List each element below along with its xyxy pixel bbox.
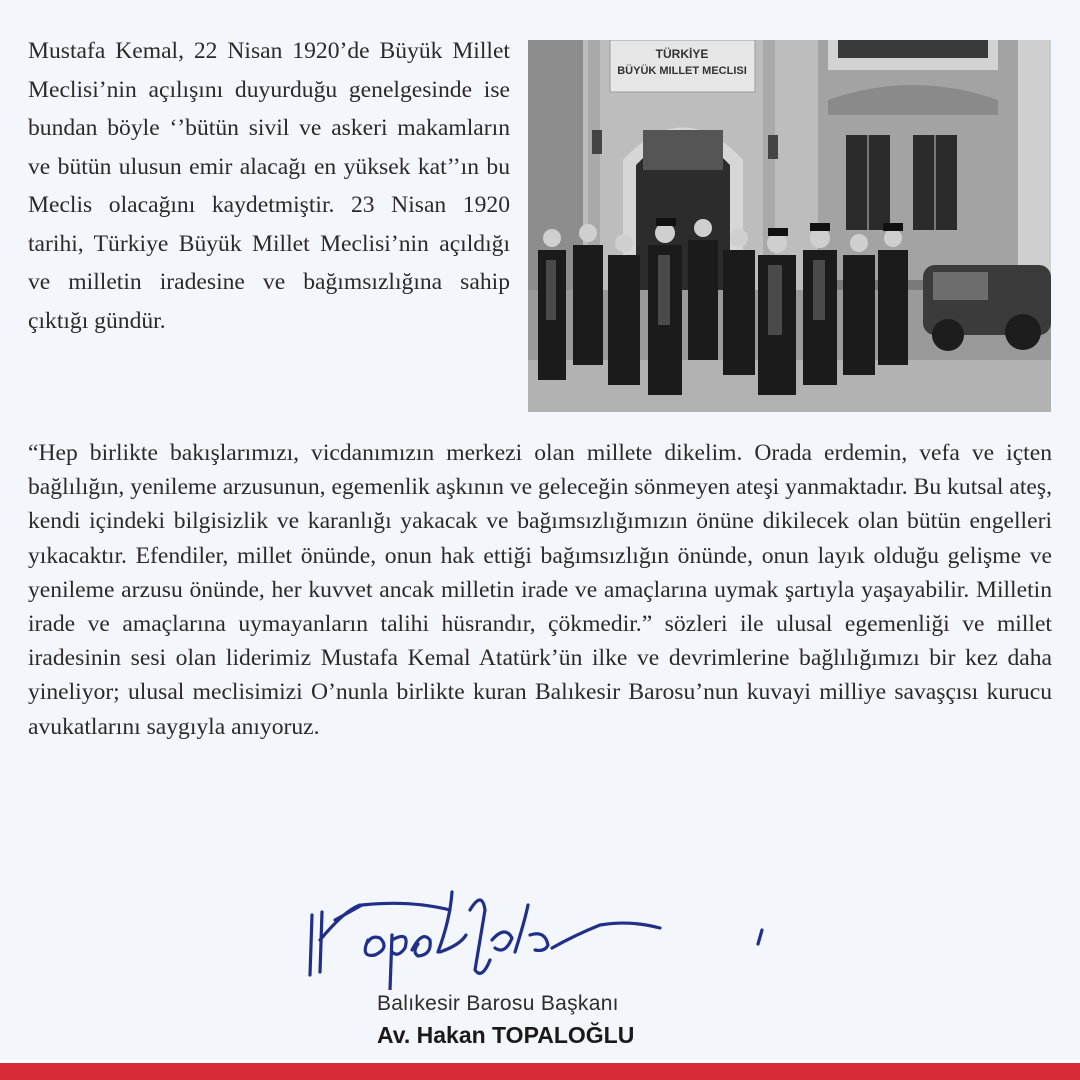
signatory-name: Av. Hakan TOPALOĞLU	[377, 1022, 635, 1048]
handwritten-signature	[300, 880, 780, 990]
bottom-red-stripe	[0, 1063, 1080, 1080]
intro-paragraph: Mustafa Kemal, 22 Nisan 1920’de Büyük Millet Meclisi’nin açılışını duyurduğu genelgesinde ise bundan böyle ‘’bütün sivil ve askeri makamların ve bütün ulusun emir alacağı en yüksek kat’’ın bu Meclis olacağını kaydetmiştir. 23 Nisan 1920 tarihi, Türkiye Büyük Millet Meclisi’nin açıldığı ve milletin iradesine ve bağımsızlığına sahip çıktığı gündür.	[28, 38, 510, 334]
sign-line-2: BÜYÜK MILLET MECLISI	[617, 65, 747, 77]
historical-photo	[528, 40, 1051, 412]
signatory-title: Balıkesir Barosu Başkanı	[377, 992, 619, 1015]
sign-line-1: TÜRKİYE	[655, 47, 709, 61]
body-paragraph: “Hep birlikte bakışlarımızı, vicdanımızın merkezi olan millete dikelim. Orada erdemin, vefa ve içten bağlılığın, yenileme arzusunun, egemenlik aşkının ve geleceğin sönmeyen ateşi yanmaktadır. Bu kutsal ateş, kendi içindeki bilgisizlik ve karanlığı yakacak ve bağımsızlığımızın önüne dikilecek olan bütün engelleri yıkacaktır. Efendiler, millet önünde, onun hak ettiği bağımsızlığın önünde, onun layık olduğu gelişme ve yenileme arzusu önünde, her kuvvet ancak milletin irade ve amaçlarına uymak şartıyla yaşayabilir. Milletin irade ve amaçlarına uymayanların talihi hüsrandır, çökmedir.” sözleri ile ulusal egemenliği ve millet iradesinin sesi olan liderimiz Mustafa Kemal Atatürk’ün ilke ve devrimlerine bağlılığımızı bir kez daha yineliyor; ulusal meclisimizi O’nunla birlikte kuran Balıkesir Barosu’nun kuvayi milliye savaşçısı kurucu avukatlarını saygıyla anıyoruz.	[28, 440, 1052, 740]
